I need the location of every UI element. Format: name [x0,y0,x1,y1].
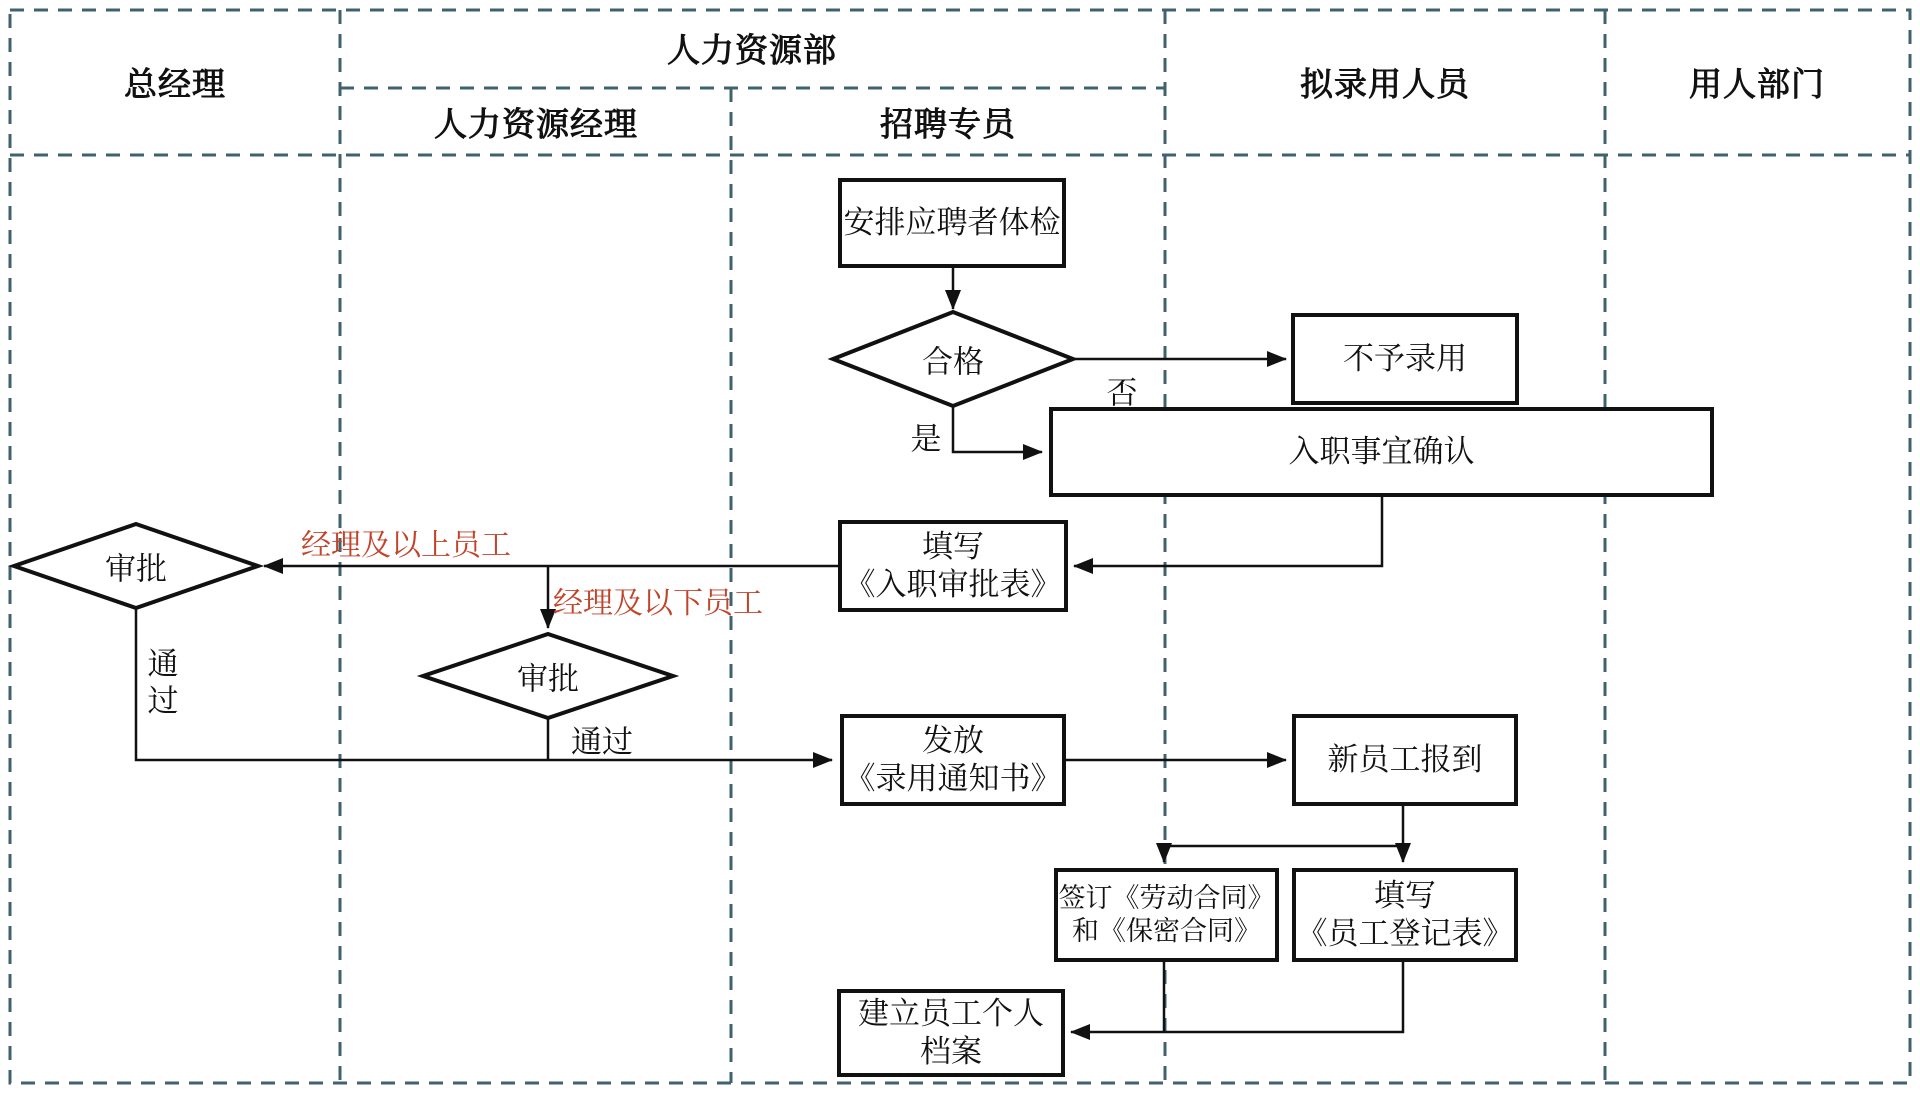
connector-confirm-to-approval-form [1074,497,1382,566]
edge-label-manager-and-below: 经理及以下员工 [553,587,763,620]
node-fill-registration-form-line2: 《员工登记表》 [1296,916,1514,951]
edge-label-manager-and-above: 经理及以上员工 [301,529,511,562]
lane-header-general-manager: 总经理 [124,65,226,103]
node-fill-approval-form-line2: 《入职审批表》 [844,567,1062,602]
node-reject-label: 不予录用 [1343,341,1467,377]
decision-hr-approve-label: 审批 [517,661,579,697]
node-fill-approval-form-line1: 填写 [922,529,984,565]
node-issue-offer-line2: 《录用通知书》 [844,761,1062,796]
node-fill-registration-form-line1: 填写 [1374,878,1436,914]
node-create-employee-file-line1: 建立员工个人 [858,996,1044,1032]
edge-label-yes: 是 [910,421,942,457]
node-sign-contracts [1054,868,1279,962]
node-new-employee-report [1292,714,1518,806]
node-fill-registration-form [1292,868,1518,962]
edge-label-no: 否 [1106,375,1138,411]
node-onboarding-confirm-label: 入职事宜确认 [1288,434,1475,470]
node-create-employee-file-line2: 档案 [920,1034,982,1069]
connector-merge-to-archive [1071,962,1403,1032]
lane-header-hr-manager: 人力资源经理 [434,105,638,143]
node-new-employee-report-label: 新员工报到 [1327,742,1483,778]
node-onboarding-confirm [1049,407,1714,497]
lane-header-hiring-department: 用人部门 [1689,65,1825,103]
connector-qualified-yes-to-confirm [953,406,1042,452]
node-fill-approval-form [838,520,1068,612]
lane-header-candidate: 拟录用人员 [1300,65,1470,103]
node-arrange-physical-exam [838,178,1066,268]
node-create-employee-file [837,989,1065,1077]
node-sign-contracts-line1: 签订《劳动合同》 [1058,883,1275,914]
edge-label-pass-gm: 通过 [142,647,178,721]
decision-qualified-label: 合格 [922,344,984,380]
decision-gm-approve-label: 审批 [105,551,167,587]
node-reject [1291,313,1519,405]
node-issue-offer [840,714,1066,806]
edge-label-pass-hr: 通过 [571,724,633,760]
node-arrange-physical-exam-label: 安排应聘者体检 [843,205,1061,241]
lane-header-recruiter: 招聘专员 [880,105,1016,143]
node-sign-contracts-line2: 和《保密合同》 [1072,916,1261,946]
node-issue-offer-line1: 发放 [922,723,984,759]
lane-header-hr-department: 人力资源部 [667,31,837,69]
